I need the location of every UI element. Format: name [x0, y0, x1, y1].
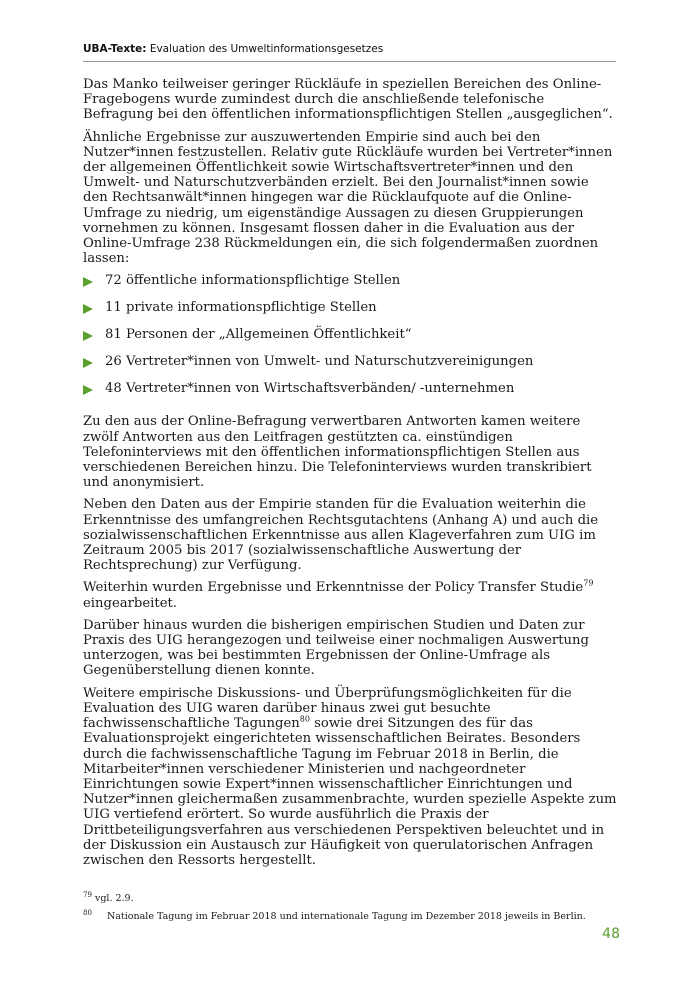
- footnote-number: 79: [83, 891, 92, 899]
- paragraph: Darüber hinaus wurden die bisherigen empirischen Studien und Daten zur Praxis des UIG herangezogen und teilweise einer nochmaligen Auswertung unterzogen, was bei bestimmten Ergebnissen der Online-Umfrage als Gegenüberstellung dienen konnte.: [83, 617, 589, 679]
- paragraph: Das Manko teilweiser geringer Rückläufe in speziellen Bereichen des Online-Fragebogens wurde zumindest durch die anschließende telefonische Befragung bei den öffentlichen informationspflichtigen Stellen „ausgeglichen“.: [83, 77, 613, 123]
- triangle-bullet-icon: [83, 277, 93, 287]
- footnote-text: vgl. 2.9.: [94, 893, 134, 905]
- triangle-bullet-icon: [83, 331, 93, 341]
- footnote: [83, 891, 134, 904]
- page-number: 48: [602, 926, 620, 942]
- paragraph: [83, 580, 617, 610]
- bullet-list: [83, 273, 617, 408]
- body-text: [83, 77, 617, 875]
- paragraph-text: eingearbeitet.: [83, 595, 177, 611]
- list-item-text: 81 Personen der „Allgemeinen Öffentlichkeit“: [105, 327, 412, 343]
- list-item: [83, 381, 617, 408]
- list-item: [83, 300, 617, 327]
- list-item: [83, 327, 617, 354]
- list-item: [83, 354, 617, 381]
- list-item-text: 48 Vertreter*innen von Wirtschaftsverbänden/ -unternehmen: [105, 381, 515, 397]
- paragraph-text: Weitere empirische Diskussions- und Überprüfungsmöglichkeiten für die Evaluation des UIG waren darüber hinaus zwei gut besuchte fachwissenschaftliche Tagungen: [83, 685, 572, 732]
- paragraph: Ähnliche Ergebnisse zur auszuwertenden Empirie sind auch bei den Nutzer*innen festzustellen. Relativ gute Rückläufe wurden bei Vertreter*innen der allgemeinen Öffentlichkeit sowie Wirtschaftsvertreter*innen und den Umwelt- und Naturschutzverbänden erzielt. Bei den Journalist*innen sowie den Rechtsanwält*innen hingegen war die Rücklaufquote auf die Online-Umfrage zu niedrig, um eigenständige Aussagen zu diesen Gruppierungen vornehmen zu können. Insgesamt flossen daher in die Evaluation aus der Online-Umfrage 238 Rückmeldungen ein, die sich folgendermaßen zuordnen lassen:: [83, 129, 613, 267]
- paragraph: [83, 686, 617, 868]
- list-item-text: 72 öffentliche informationspflichtige Stellen: [105, 273, 401, 289]
- paragraph: Neben den Daten aus der Empirie standen für die Evaluation weiterhin die Erkenntnisse des umfangreichen Rechtsgutachtens (Anhang A) und auch die sozialwissenschaftlichen Erkenntnisse aus allen Klageverfahren zum UIG im Zeitraum 2005 bis 2017 (sozialwissenschaftliche Auswertung der Rechtsprechung) zur Verfügung.: [83, 497, 599, 574]
- running-header: [83, 43, 616, 62]
- header-title: Evaluation des Umweltinformationsgesetzes: [149, 43, 384, 55]
- list-item-text: 11 private informationspflichtige Stellen: [105, 300, 377, 316]
- footnote: [83, 909, 586, 922]
- footnote-ref[interactable]: 80: [299, 714, 310, 724]
- footnote-number: 80: [83, 909, 92, 917]
- list-item: [83, 273, 617, 300]
- footnote-text: Nationale Tagung im Februar 2018 und internationale Tagung im Dezember 2018 jeweils in Berlin.: [106, 911, 586, 923]
- triangle-bullet-icon: [83, 358, 93, 368]
- paragraph-text: sowie drei Sitzungen des für das Evaluationsprojekt eingerichteten wissenschaftlichen Beirates. Besonders durch die fachwissenschaftliche Tagung im Februar 2018 in Berlin, die Mitarbeiter*innen verschiedener Ministerien und nachgeordneter Einrichtungen sowie Expert*innen wissenschaftlicher Einrichtungen und Nutzer*innen gleichermaßen zusammenbrachte, wurden spezielle Aspekte zum UIG vertiefend erörtert. So wurde ausführlich die Praxis der Drittbeteiligungsverfahren aus verschiedenen Perspektiven beleuchtet und in der Diskussion ein Austausch zur Häufigkeit von querulatorischen Anfragen zwischen den Ressorts hergestellt.: [83, 716, 617, 868]
- list-item-text: 26 Vertreter*innen von Umwelt- und Naturschutzvereinigungen: [105, 354, 534, 370]
- triangle-bullet-icon: [83, 304, 93, 314]
- paragraph-text: Weiterhin wurden Ergebnisse und Erkenntnisse der Policy Transfer Studie: [83, 580, 584, 596]
- paragraph: Zu den aus der Online-Befragung verwertbaren Antworten kamen weitere zwölf Antworten aus den Leitfragen gestützten ca. einstündigen Telefoninterviews mit den öffentlichen informationspflichtigen Stellen aus verschiedenen Bereichen hinzu. Die Telefoninterviews wurden transkribiert und anonymisiert.: [83, 414, 592, 491]
- triangle-bullet-icon: [83, 385, 93, 395]
- header-series: UBA-Texte:: [83, 43, 147, 55]
- footnote-ref[interactable]: 79: [583, 579, 594, 589]
